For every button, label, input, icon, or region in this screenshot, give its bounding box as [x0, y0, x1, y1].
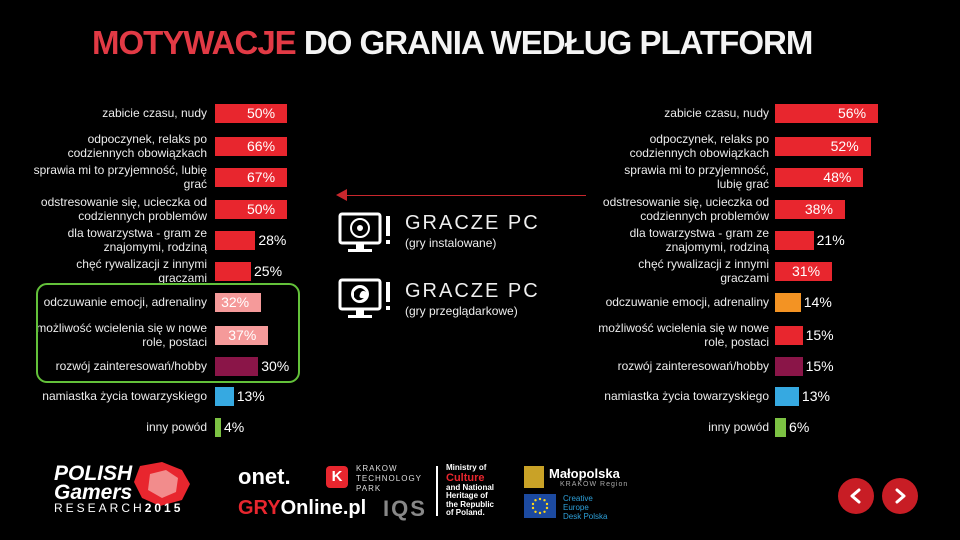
category-label-line: zabicie czasu, nudy — [102, 106, 207, 120]
bar — [775, 326, 803, 345]
category-label — [0, 163, 207, 191]
pc-browser-icon — [336, 278, 394, 322]
category-label-line: sprawia mi to przyjemność, — [624, 163, 769, 177]
category-label — [0, 257, 207, 285]
value-label: 37% — [228, 326, 257, 343]
value-label: 15% — [805, 326, 834, 343]
category-label — [0, 195, 207, 223]
category-label-line: rozwój zainteresowań/hobby — [617, 359, 769, 373]
value-label: 50% — [247, 104, 276, 121]
category-label — [529, 163, 769, 191]
category-label — [0, 420, 207, 434]
category-label-line: odstresowanie się, ucieczka od — [602, 195, 769, 209]
value-label: 25% — [254, 262, 283, 279]
category-label — [529, 257, 769, 285]
legend-pc-browser-title: GRACZE PC — [405, 280, 540, 302]
category-label — [529, 359, 769, 373]
legend-pc-installed-subtitle: (gry instalowane) — [405, 236, 497, 250]
logo-onet: onet. — [238, 464, 291, 489]
category-label-line: możliwość wcielenia się w nowe — [36, 321, 207, 335]
category-label — [529, 132, 769, 160]
value-label: 38% — [804, 200, 833, 217]
pgr-line1: POLISH — [54, 462, 133, 485]
malopolska-sub: KRAKÓW Region — [560, 481, 629, 488]
category-label-line: odpoczynek, relaks po — [87, 132, 207, 146]
value-label: 56% — [838, 104, 867, 121]
malopolska-name: Małopolska — [549, 466, 620, 481]
prev-button[interactable] — [838, 478, 874, 514]
value-label: 14% — [803, 293, 832, 310]
creative-europe-text: Creative Europe Desk Polska — [563, 494, 608, 521]
value-label: 67% — [247, 168, 276, 185]
logo-iqs: IQS — [383, 496, 427, 521]
value-label: 48% — [823, 168, 852, 185]
category-label — [0, 389, 207, 403]
category-label-line: codziennych problemów — [78, 209, 207, 223]
eu-flag-icon — [524, 494, 556, 518]
ministry-text: Ministry of Culture and National Heritage of the Republic of Poland. — [446, 463, 495, 517]
category-label-line: namiastka życia towarzyskiego — [42, 389, 207, 403]
value-label: 66% — [247, 137, 276, 154]
category-label-line: sprawia mi to przyjemność, lubię — [33, 163, 207, 177]
page-title — [92, 24, 812, 62]
value-label: 4% — [224, 418, 245, 435]
ktp-icon: K — [326, 466, 348, 488]
category-label — [529, 106, 769, 120]
value-label: 52% — [830, 137, 859, 154]
category-label-line: role, postaci — [142, 335, 207, 349]
category-label-line: chęć rywalizacji z innymi — [638, 257, 769, 271]
legend-pc-installed-title: GRACZE PC — [405, 212, 540, 234]
bar — [215, 231, 255, 250]
category-label — [529, 295, 769, 309]
bar — [775, 293, 801, 312]
logo-gryonline: GRYOnline.pl — [238, 497, 367, 519]
pc-installed-icon — [336, 212, 394, 256]
category-label-line: codziennych obowiązkach — [629, 146, 769, 160]
category-label — [529, 420, 769, 434]
category-label — [0, 106, 207, 120]
bar — [215, 418, 221, 437]
category-label-line: odczuwanie emocji, adrenaliny — [605, 295, 769, 309]
category-label — [529, 195, 769, 223]
category-label-line: grać — [183, 177, 207, 191]
value-label: 6% — [789, 418, 810, 435]
bar — [775, 418, 786, 437]
malopolska-emblem — [524, 466, 544, 488]
ktp-text: KRAKOW TECHNOLOGY PARK — [356, 464, 423, 493]
ministry-divider — [436, 466, 438, 516]
bar — [775, 387, 799, 406]
category-label-line: graczami — [720, 271, 769, 285]
category-label — [529, 226, 769, 254]
category-label-line: odczuwanie emocji, adrenaliny — [43, 295, 207, 309]
value-label: 30% — [261, 357, 290, 374]
value-label: 21% — [816, 231, 845, 248]
category-label-line: znajomymi, rodziną — [665, 240, 769, 254]
category-label-line: namiastka życia towarzyskiego — [604, 389, 769, 403]
category-label — [0, 226, 207, 254]
category-label-line: codziennych obowiązkach — [67, 146, 207, 160]
value-label: 31% — [792, 262, 821, 279]
next-button[interactable] — [882, 478, 918, 514]
bar — [215, 387, 234, 406]
value-label: 32% — [221, 293, 250, 310]
category-label — [529, 321, 769, 349]
value-label: 13% — [801, 387, 830, 404]
legend-pc-browser-subtitle: (gry przeglądarkowe) — [405, 304, 518, 318]
value-label: 50% — [247, 200, 276, 217]
category-label-line: graczami — [158, 271, 207, 285]
category-label-line: odstresowanie się, ucieczka od — [40, 195, 207, 209]
category-label-line: odpoczynek, relaks po — [649, 132, 769, 146]
category-label-line: lubię grać — [716, 177, 769, 191]
left-arrow — [338, 195, 586, 196]
chevron-right-icon — [892, 488, 908, 504]
value-label: 28% — [258, 231, 287, 248]
category-label-line: inny powód — [146, 420, 207, 434]
page-title-rest: DO GRANIA WEDŁUG PLATFORM — [303, 24, 813, 61]
pgr-line2: Gamers — [54, 481, 133, 504]
value-label: 13% — [236, 387, 265, 404]
page-title-accent: MOTYWACJE — [92, 24, 296, 61]
category-label-line: codziennych problemów — [640, 209, 769, 223]
category-label-line: role, postaci — [704, 335, 769, 349]
category-label — [0, 132, 207, 160]
category-label — [529, 389, 769, 403]
category-label-line: chęć rywalizacji z innymi — [76, 257, 207, 271]
pgr-line3: RESEARCH2015 — [54, 501, 184, 515]
category-label-line: możliwość wcielenia się w nowe — [598, 321, 769, 335]
value-label: 15% — [805, 357, 834, 374]
highlight-box — [36, 283, 300, 383]
bar — [775, 357, 803, 376]
chevron-left-icon — [848, 488, 864, 504]
bar — [215, 262, 251, 281]
category-label-line: inny powód — [708, 420, 769, 434]
category-label-line: rozwój zainteresowań/hobby — [55, 359, 207, 373]
category-label-line: zabicie czasu, nudy — [664, 106, 769, 120]
category-label-line: dla towarzystwa - gram ze — [629, 226, 769, 240]
category-label-line: dla towarzystwa - gram ze — [67, 226, 207, 240]
bar — [775, 231, 814, 250]
category-label-line: znajomymi, rodziną — [103, 240, 207, 254]
